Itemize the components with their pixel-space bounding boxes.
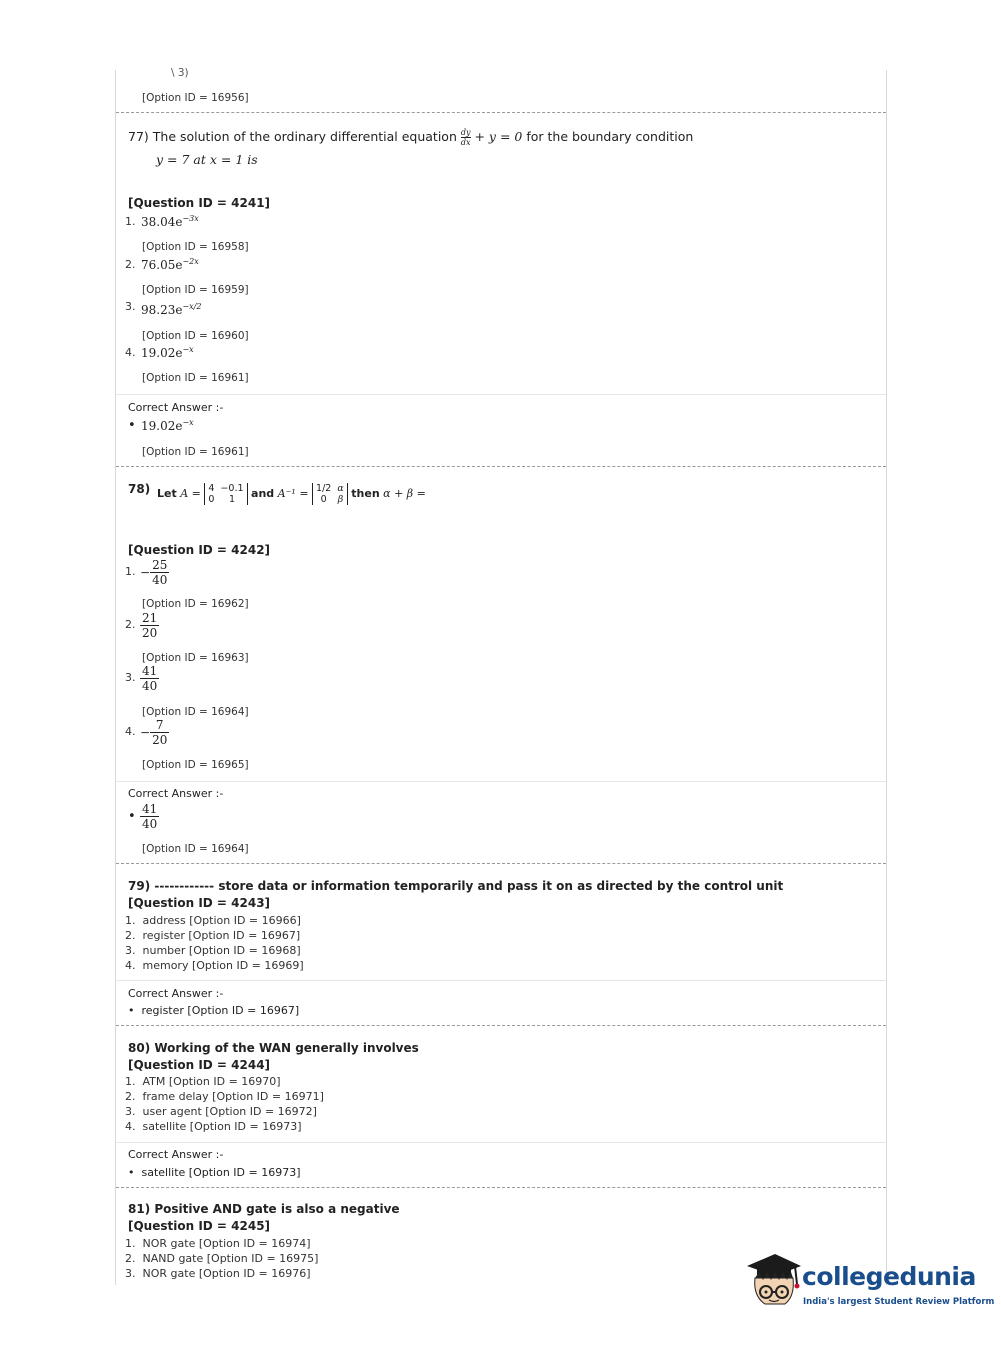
correct-option-id: [Option ID = 16961] (142, 446, 249, 458)
option-number: 4. (125, 725, 136, 738)
brand-name: collegedunia (802, 1262, 976, 1291)
option-1: $38.04e^{-3x}$ (141, 214, 199, 229)
question-number: 78) (128, 482, 151, 496)
question-id: [Question ID = 4244] (128, 1058, 271, 1072)
bullet: • (128, 418, 136, 433)
question-number: 77) (128, 129, 149, 144)
option-2: $\frac{21}{20}$ (142, 611, 158, 640)
option-4: − $\frac{7}{20}$ (140, 718, 168, 747)
option-id: [Option ID = 16963] (142, 652, 249, 664)
option-1: 1. ATM [Option ID = 16970] (125, 1075, 281, 1088)
option-number: 3. (125, 671, 136, 684)
matrix-a: 4 −0.1 0 1 (204, 483, 247, 505)
divider (116, 1142, 886, 1143)
correct-answer: • satellite [Option ID = 16973] (128, 1166, 301, 1179)
question-paper (115, 67, 887, 1285)
separator (116, 863, 886, 864)
correct-answer-label: Correct Answer :- (128, 787, 224, 800)
option-number: 3. (125, 300, 136, 313)
separator (116, 1187, 886, 1188)
dy-dx: $\frac{dy}{dx}$ (460, 128, 471, 147)
question-text: Let A = 4 −0.1 0 1 and A⁻¹ = 1/2 α 0 β then α + β = (157, 483, 426, 505)
correct-answer-label: Correct Answer :- (128, 1148, 224, 1161)
option-3: 3. user agent [Option ID = 16972] (125, 1105, 317, 1118)
collegedunia-mascot-icon (745, 1250, 803, 1320)
divider (116, 394, 886, 395)
separator (116, 466, 886, 467)
option-1: 1. NOR gate [Option ID = 16974] (125, 1237, 311, 1250)
option-id: [Option ID = 16958] (142, 241, 249, 253)
option-id: [Option ID = 16961] (142, 372, 249, 384)
option-1: − $\frac{25}{40}$ (140, 558, 168, 587)
option-id: [Option ID = 16964] (142, 706, 249, 718)
correct-option-id: [Option ID = 16964] (142, 843, 249, 855)
correct-answer: • register [Option ID = 16967] (128, 1004, 300, 1017)
cut-text: \ 3) (171, 67, 189, 79)
option-id: [Option ID = 16962] (142, 598, 249, 610)
option-number: 1. (125, 565, 136, 578)
option-4: 4. memory [Option ID = 16969] (125, 959, 304, 972)
correct-answer-label: Correct Answer :- (128, 401, 224, 414)
question-id: [Question ID = 4245] (128, 1219, 271, 1233)
option-id: [Option ID = 16959] (142, 284, 249, 296)
question-id: [Question ID = 4243] (128, 896, 271, 910)
option-id: [Option ID = 16965] (142, 759, 249, 771)
separator (116, 1025, 886, 1026)
option-number: 1. (125, 215, 136, 228)
matrix-a-inverse: 1/2 α 0 β (312, 483, 348, 505)
option-3: 3. NOR gate [Option ID = 16976] (125, 1267, 311, 1280)
question-id: [Question ID = 4241] (128, 196, 271, 210)
option-number: 4. (125, 346, 136, 359)
separator (116, 112, 886, 113)
question-text-a: The solution of the ordinary differential equation (152, 129, 457, 144)
equation: + y = 0 (474, 129, 523, 144)
option-3: $\frac{41}{40}$ (142, 664, 158, 693)
question-text: 80) Working of the WAN generally involves (128, 1041, 419, 1055)
question-text: 81) Positive AND gate is also a negative (128, 1202, 400, 1216)
option-2: 2. NAND gate [Option ID = 16975] (125, 1252, 319, 1265)
question-text-b: for the boundary condition (526, 129, 694, 144)
option-number: 2. (125, 618, 136, 631)
option-4: 4. satellite [Option ID = 16973] (125, 1120, 302, 1133)
option-2: 2. frame delay [Option ID = 16971] (125, 1090, 324, 1103)
option-3: 3. number [Option ID = 16968] (125, 944, 301, 957)
brand-tagline: India's largest Student Review Platform (803, 1297, 995, 1307)
correct-answer: $19.02e^{-x}$ (141, 418, 194, 433)
bullet: • (128, 809, 136, 824)
divider (116, 781, 886, 782)
option-2: $76.05e^{-2x}$ (141, 257, 199, 272)
option-1: 1. address [Option ID = 16966] (125, 914, 301, 927)
option-3: $98.23e^{-x/2}$ (141, 302, 202, 317)
option-2: 2. register [Option ID = 16967] (125, 929, 301, 942)
divider (116, 980, 886, 981)
prev-option-id: [Option ID = 16956] (142, 92, 249, 104)
correct-answer: $\frac{41}{40}$ (142, 802, 158, 831)
boundary-condition: y = 7 at x = 1 is (156, 152, 258, 167)
correct-answer-label: Correct Answer :- (128, 987, 224, 1000)
option-id: [Option ID = 16960] (142, 330, 249, 342)
question-id: [Question ID = 4242] (128, 543, 271, 557)
question-text: 79) ------------ store data or information temporarily and pass it on as directed by the control unit (128, 879, 784, 893)
option-4: $19.02e^{-x}$ (141, 345, 194, 360)
option-number: 2. (125, 258, 136, 271)
